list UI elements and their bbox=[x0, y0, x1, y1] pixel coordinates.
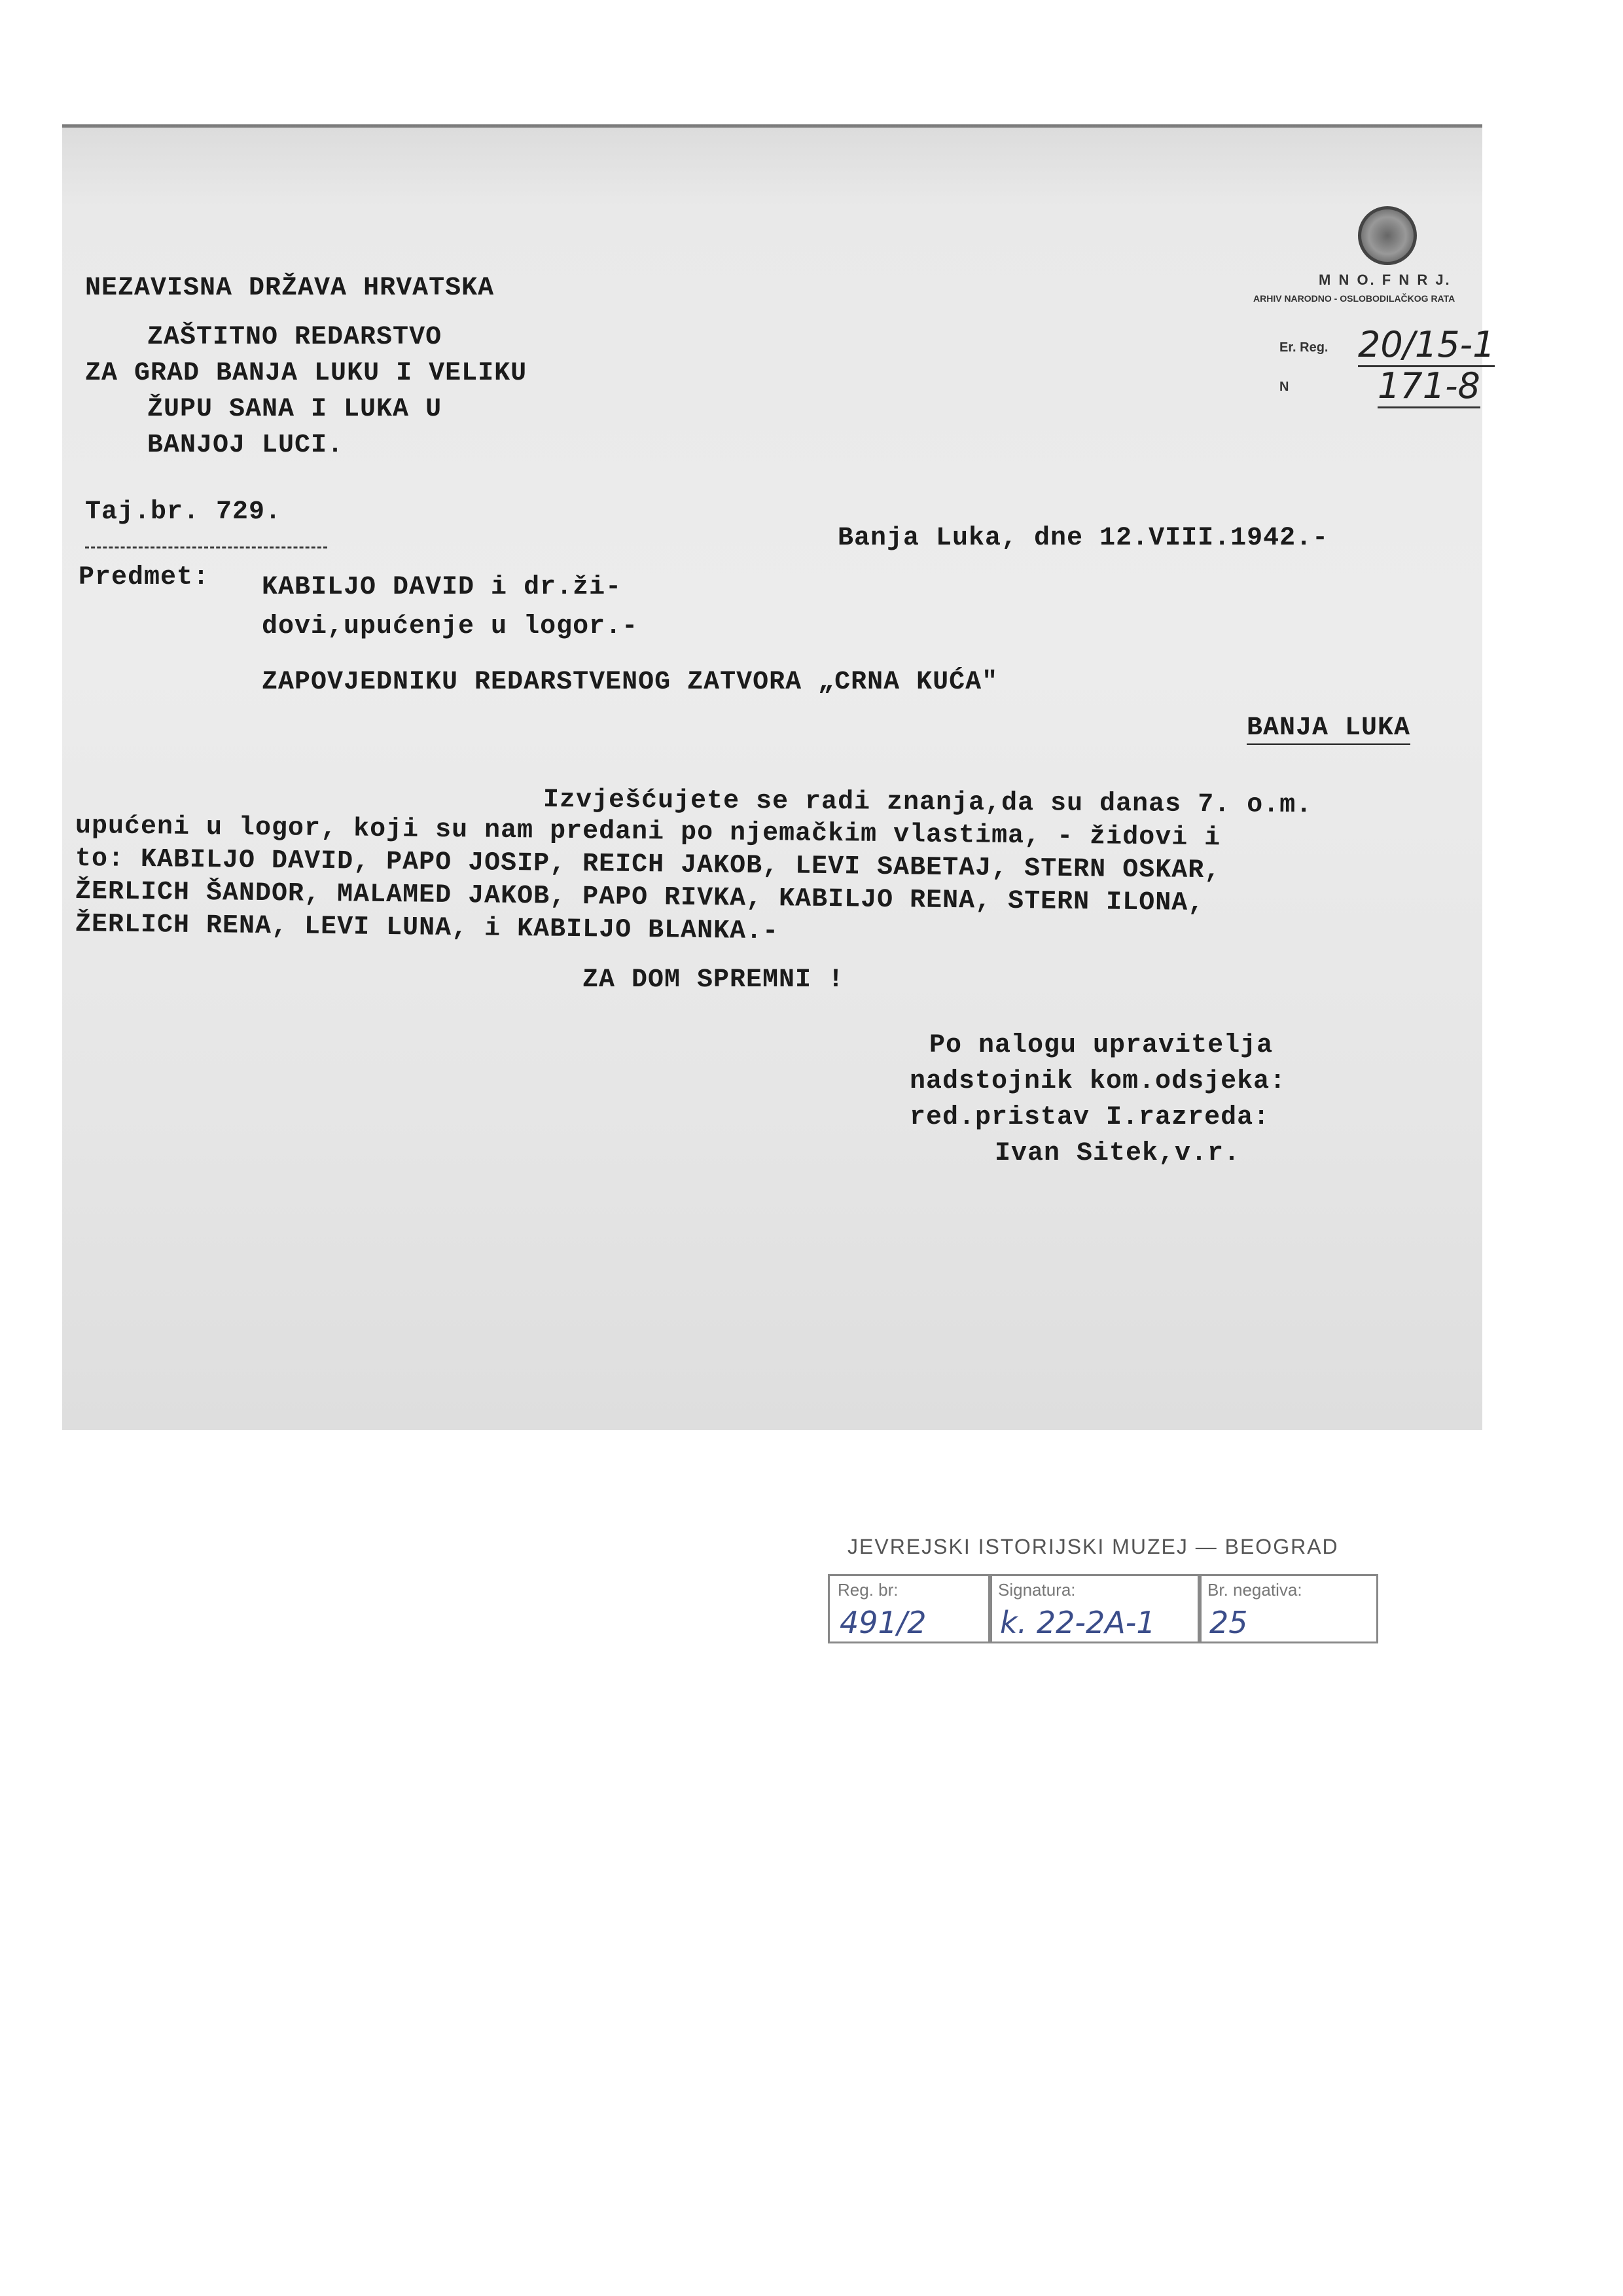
header-line-4: ŽUPU SANA I LUKA U bbox=[147, 395, 442, 424]
museum-reg-label: Reg. br: bbox=[838, 1580, 899, 1600]
museum-neg-value: 25 bbox=[1209, 1605, 1248, 1640]
recipient-line-2: BANJA LUKA bbox=[1247, 713, 1410, 745]
museum-title: JEVREJSKI ISTORIJSKI MUZEJ — BEOGRAD bbox=[847, 1535, 1339, 1558]
reference-number: Taj.br. 729. bbox=[85, 497, 282, 527]
museum-sig-label: Signatura: bbox=[998, 1580, 1076, 1600]
body-line-2: upućeni u logor, koji su nam predani po njemačkim vlastima, - židovi i bbox=[75, 812, 1221, 853]
body-line-4: ŽERLICH ŠANDOR, MALAMED JAKOB, PAPO RIVKA, KABILJO RENA, STERN ILONA, bbox=[75, 877, 1205, 919]
body-line-5: ŽERLICH RENA, LEVI LUNA, i KABILJO BLANKA.- bbox=[75, 910, 779, 947]
signature-line-3: red.pristav I.razreda: bbox=[910, 1103, 1270, 1132]
header-line-1: NEZAVISNA DRŽAVA HRVATSKA bbox=[85, 274, 495, 303]
archive-stamp bbox=[1247, 196, 1502, 419]
museum-reg-box bbox=[828, 1574, 992, 1643]
museum-stamp bbox=[828, 1535, 1378, 1653]
museum-neg-box bbox=[1198, 1574, 1378, 1643]
header-line-3: ZA GRAD BANJA LUKU I VELIKU bbox=[85, 359, 527, 388]
body-line-1: Izvješćujete se radi znanja,da su danas 7. o.m. bbox=[543, 785, 1313, 821]
stamp-no-label: N bbox=[1279, 380, 1289, 394]
stamp-line-2: ARHIV NARODNO - OSLOBODILAČKOG RATA bbox=[1253, 293, 1455, 304]
subject-label: Predmet: bbox=[79, 563, 210, 592]
recipient-line-1: ZAPOVJEDNIKU REDARSTVENOG ZATVORA „CRNA KUĆA" bbox=[262, 668, 999, 697]
header-line-5: BANJOJ LUCI. bbox=[147, 431, 344, 460]
subject-line-1: KABILJO DAVID i dr.ži- bbox=[262, 573, 622, 602]
subject-line-2: dovi,upućenje u logor.- bbox=[262, 612, 639, 641]
closing-salute: ZA DOM SPREMNI ! bbox=[582, 965, 845, 995]
header-line-2: ZAŠTITNO REDARSTVO bbox=[147, 323, 442, 352]
place-date: Banja Luka, dne 12.VIII.1942.- bbox=[838, 524, 1329, 553]
stamp-reg-label: Er. Reg. bbox=[1279, 340, 1329, 355]
museum-neg-label: Br. negativa: bbox=[1207, 1580, 1302, 1600]
stamp-reg-value: 20/15-1 bbox=[1358, 324, 1495, 367]
stamp-no-value: 171-8 bbox=[1378, 365, 1480, 408]
museum-reg-value: 491/2 bbox=[840, 1605, 927, 1640]
divider bbox=[85, 547, 327, 548]
museum-sig-box bbox=[988, 1574, 1202, 1643]
signature-line-4: Ivan Sitek,v.r. bbox=[995, 1139, 1241, 1168]
stamp-line-1: M N O. F N R J. bbox=[1319, 272, 1452, 288]
signature-line-1: Po nalogu upravitelja bbox=[929, 1031, 1274, 1060]
museum-sig-value: k. 22-2A-1 bbox=[1000, 1605, 1156, 1640]
signature-line-2: nadstojnik kom.odsjeka: bbox=[910, 1067, 1287, 1096]
body-line-3: to: KABILJO DAVID, PAPO JOSIP, REICH JAKOB, LEVI SABETAJ, STERN OSKAR, bbox=[75, 844, 1221, 886]
